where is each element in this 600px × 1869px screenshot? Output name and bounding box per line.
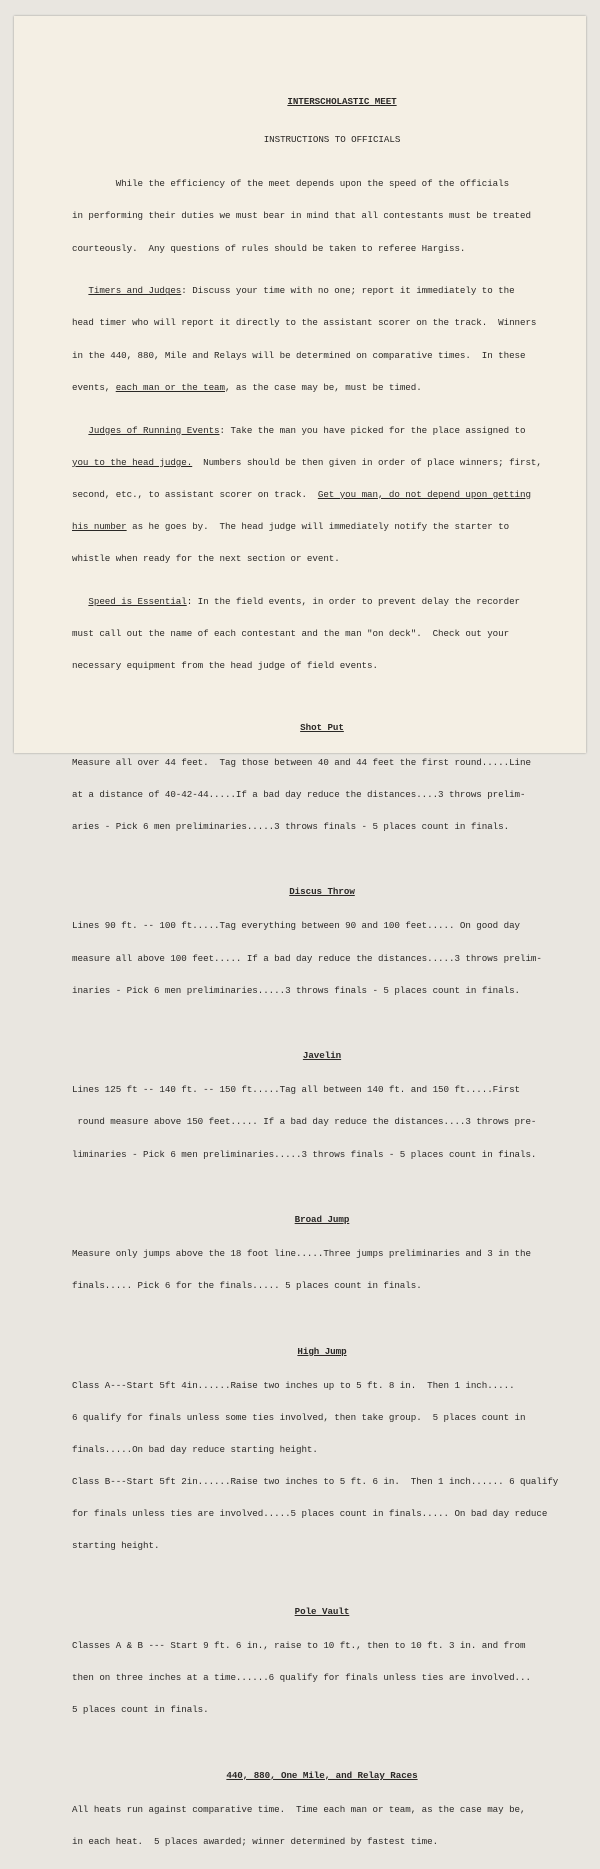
- running-line1-underlined: you to the head judge.: [72, 456, 193, 468]
- timers-last-underlined: each man or the team: [115, 381, 225, 393]
- section-line: inaries - Pick 6 men preliminaries.....3 throws finals - 5 places count in finals.: [72, 984, 520, 996]
- intro-line: While the efficiency of the meet depends upon the speed of the officials: [72, 178, 510, 190]
- section-line: for finals unless ties are involved.....5 places count in finals..... On bad day reduce: [72, 1508, 548, 1520]
- section-line: 5 places count in finals.: [72, 1704, 209, 1716]
- speed-rest: : In the field events, in order to prevent delay the recorder: [186, 595, 521, 607]
- section-line: Classes A & B --- Start 9 ft. 6 in., raise to 10 ft., then to 10 ft. 3 in. and from: [72, 1640, 526, 1652]
- speed-paragraph-first-line: [72, 597, 572, 608]
- section-line: in each heat. 5 places awarded; winner determined by fastest time.: [72, 1835, 439, 1847]
- timers-last-line: [72, 383, 572, 394]
- section-line: round measure above 150 feet..... If a bad day reduce the distances....3 throws pre-: [72, 1116, 537, 1128]
- section-line: liminaries - Pick 6 men preliminaries.....3 throws finals - 5 places count in finals.: [72, 1148, 537, 1160]
- intro-line: in performing their duties we must bear in mind that all contestants must be treated: [72, 210, 531, 222]
- section-heading-races: 440, 880, One Mile, and Relay Races: [226, 1769, 418, 1781]
- section-line: measure all above 100 feet..... If a bad day reduce the distances.....3 throws prelim-: [72, 952, 542, 964]
- section-line: Class A---Start 5ft 4in......Raise two inches up to 5 ft. 8 in. Then 1 inch.....: [72, 1379, 515, 1391]
- running-paragraph-first-line: [72, 426, 572, 437]
- speed-label: Speed is Essential: [88, 595, 187, 607]
- section-line: Lines 125 ft -- 140 ft. -- 150 ft.....Tag all between 140 ft. and 150 ft.....First: [72, 1084, 520, 1096]
- running-line: [72, 490, 572, 501]
- section-line: Measure all over 44 feet. Tag those between 40 and 44 feet the first round.....Line: [72, 756, 531, 768]
- document-body: [72, 76, 572, 1869]
- section-line: finals.....On bad day reduce starting height.: [72, 1444, 318, 1456]
- section-line: aries - Pick 6 men preliminaries.....3 throws finals - 5 places count in finals.: [72, 820, 510, 832]
- section-heading-high-jump: High Jump: [297, 1345, 347, 1357]
- section-heading-broad-jump: Broad Jump: [294, 1214, 350, 1226]
- section-line: Measure only jumps above the 18 foot line.....Three jumps preliminaries and 3 in the: [72, 1248, 531, 1260]
- running-line: [72, 522, 572, 533]
- section-heading-discus: Discus Throw: [289, 886, 355, 898]
- section-line: at a distance of 40-42-44.....If a bad day reduce the distances....3 throws prelim-: [72, 788, 526, 800]
- section-heading-pole-vault: Pole Vault: [294, 1605, 350, 1617]
- speed-line: necessary equipment from the head judge of field events.: [72, 659, 378, 671]
- document-subtitle: INSTRUCTIONS TO OFFICIALS: [263, 133, 401, 145]
- running-line: [72, 458, 572, 469]
- timers-line: head timer who will report it directly to the assistant scorer on the track. Winners: [72, 317, 537, 329]
- section-heading-javelin: Javelin: [302, 1050, 342, 1062]
- running-line: whistle when ready for the next section or event.: [72, 552, 340, 564]
- timers-last-pre: events,: [72, 381, 116, 393]
- speed-line: must call out the name of each contestant and the man "on deck". Check out your: [72, 627, 510, 639]
- timers-label: Timers and Judges: [88, 285, 182, 297]
- section-line: starting height.: [72, 1540, 160, 1552]
- running-line2-pre: second, etc., to assistant scorer on track.: [72, 488, 318, 500]
- section-line: finals..... Pick 6 for the finals..... 5 places count in finals.: [72, 1280, 422, 1292]
- running-line2-underlined: Get you man, do not depend upon getting: [317, 488, 531, 500]
- section-line: Lines 90 ft. -- 100 ft.....Tag everything between 90 and 100 feet..... On good day: [72, 920, 520, 932]
- timers-last-post: , as the case may be, must be timed.: [225, 381, 422, 393]
- intro-line: courteously. Any questions of rules should be taken to referee Hargiss.: [72, 242, 466, 254]
- timers-paragraph-first-line: [72, 286, 572, 297]
- timers-line: in the 440, 880, Mile and Relays will be determined on comparative times. In these: [72, 349, 526, 361]
- section-line: 6 qualify for finals unless some ties involved, then take group. 5 places count in: [72, 1411, 526, 1423]
- running-line3-underlined: his number: [72, 520, 127, 532]
- section-heading-shot-put: Shot Put: [300, 722, 344, 734]
- section-line: then on three inches at a time......6 qualify for finals unless ties are involved...: [72, 1672, 531, 1684]
- document-page: [14, 16, 586, 1847]
- running-rest: : Take the man you have picked for the place assigned to: [219, 424, 526, 436]
- running-line1-rest: Numbers should be then given in order of place winners; first,: [192, 456, 542, 468]
- section-line: Class B---Start 5ft 2in......Raise two inches to 5 ft. 6 in. Then 1 inch...... 6 qualify: [72, 1476, 559, 1488]
- section-line: All heats run against comparative time. Time each man or team, as the case may be,: [72, 1803, 526, 1815]
- document-title: INTERSCHOLASTIC MEET: [287, 96, 397, 108]
- running-label: Judges of Running Events: [88, 424, 220, 436]
- running-line3-rest: as he goes by. The head judge will immediately notify the starter to: [126, 520, 510, 532]
- timers-rest: : Discuss your time with no one; report it immediately to the: [181, 285, 515, 297]
